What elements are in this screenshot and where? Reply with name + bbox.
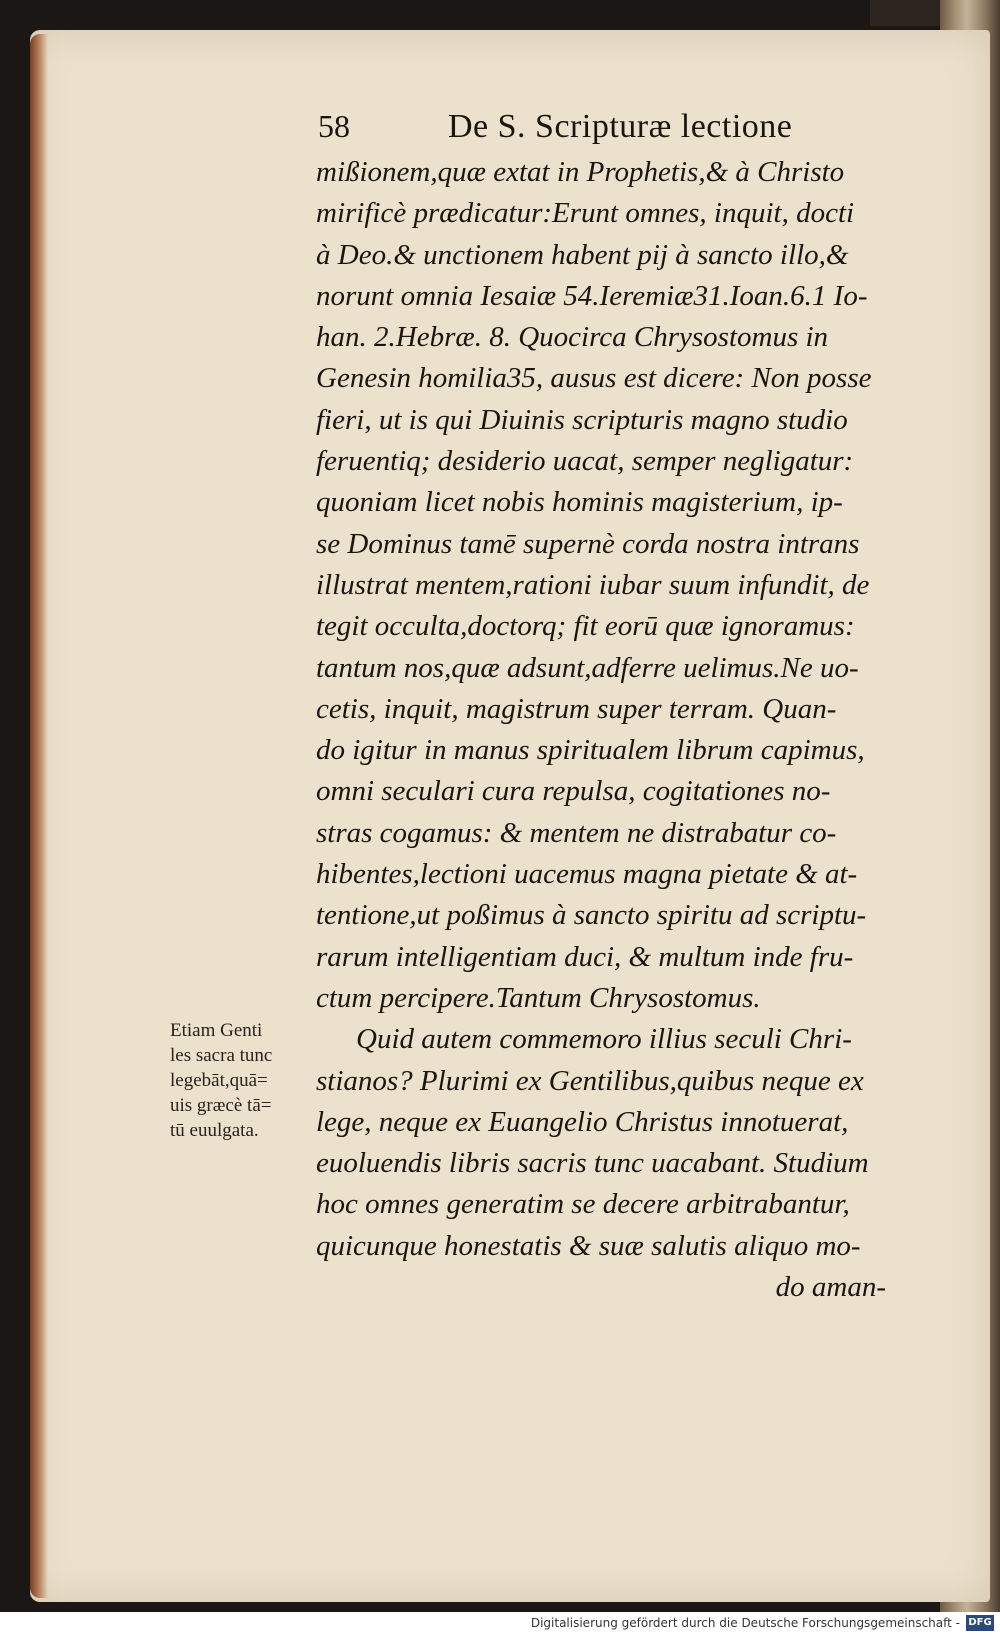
text-line: euoluendis libris sacris tunc uacabant. Studium (316, 1147, 869, 1180)
text-line: ctum percipere.Tantum Chrysostomus. (316, 981, 761, 1014)
funding-credit: Digitalisierung gefördert durch die Deutsche Forschungsgemeinschaft - (530, 1616, 960, 1630)
text-line: Genesin homilia35, ausus est dicere: Non posse (316, 362, 872, 395)
text-line: cetis, inquit, magistrum super terram. Quan- (316, 692, 837, 725)
text-line: fieri, ut is qui Diuinis scripturis magno studio (316, 403, 848, 436)
text-line: stras cogamus: & mentem ne distrabatur co- (316, 816, 837, 849)
text-line: tegit occulta,doctorq; fit eorū quæ ignoramus: (316, 610, 855, 643)
text-line: mißionem,quæ extat in Prophetis,& à Christo (316, 156, 845, 188)
marginal-note-line: tū euulgata. (170, 1120, 259, 1141)
page-header (318, 108, 918, 156)
marginal-note-line: legebāt,quā= (170, 1070, 268, 1091)
marginal-note (170, 1018, 315, 1143)
text-line: stianos? Plurimi ex Gentilibus,quibus neque ex (316, 1064, 864, 1097)
dfg-logo: DFG (966, 1615, 994, 1631)
text-line: illustrat mentem,rationi iubar suum infundit, de (316, 568, 870, 601)
text-line: feruentiq; desiderio uacat, semper negligatur: (316, 445, 854, 478)
text-line: tantum nos,quæ adsunt,adferre uelimus.Ne uo- (316, 651, 859, 684)
text-line: do igitur in manus spiritualem librum capimus, (316, 734, 865, 767)
text-line: hoc omnes generatim se decere arbitrabantur, (316, 1188, 850, 1221)
text-line: mirificè prædicatur:Erunt omnes, inquit, docti (316, 197, 855, 230)
text-line: omni seculari cura repulsa, cogitationes no- (316, 775, 831, 808)
text-line: rarum intelligentiam duci, & multum inde fru- (316, 940, 854, 973)
footer-bar (0, 1612, 1000, 1636)
page-left-edge (30, 34, 48, 1598)
text-line: lege, neque ex Euangelio Christus innotuerat, (316, 1105, 849, 1138)
text-line: Quid autem commemoro illius seculi Chri- (356, 1023, 852, 1056)
text-line: hibentes,lectioni uacemus magna pietate & at- (316, 858, 858, 891)
page-number: 58 (318, 108, 350, 144)
text-line: han. 2.Hebræ. 8. Quocirca Chrysostomus in (316, 321, 829, 354)
text-line: quicunque honestatis & suæ salutis aliquo mo- (316, 1229, 861, 1262)
text-line: quoniam licet nobis hominis magisterium, ip- (316, 486, 843, 519)
catchword-line: do aman- (775, 1271, 886, 1304)
text-line: à Deo.& unctionem habent pij à sancto illo,& (316, 238, 849, 271)
running-title: De S. Scripturæ lectione (448, 108, 793, 145)
text-line: norunt omnia Iesaiæ 54.Ieremiæ31.Ioan.6.1 Io- (316, 279, 868, 312)
marginal-note-line: Etiam Genti (170, 1020, 263, 1041)
marginal-note-line: uis græcè tā= (170, 1095, 272, 1116)
main-text-block (316, 152, 926, 1308)
marginal-note-line: les sacra tunc (170, 1045, 273, 1066)
text-line: se Dominus tamē supernè corda nostra intrans (316, 527, 860, 560)
text-line: tentione,ut poßimus à sancto spiritu ad scriptu- (316, 899, 867, 932)
